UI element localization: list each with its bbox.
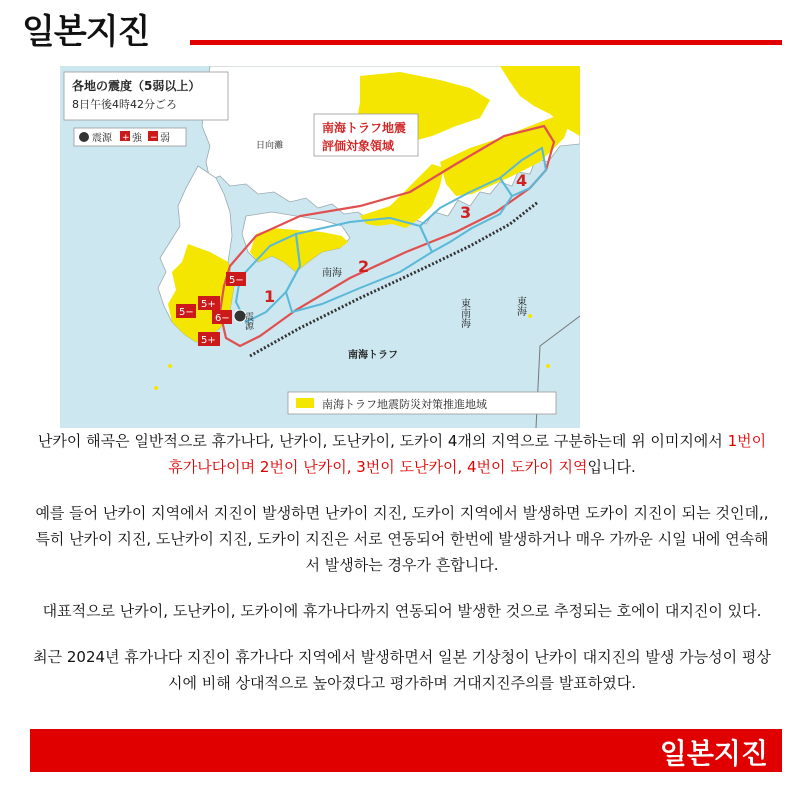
place-trough: 南海トラフ [348,350,398,361]
paragraph-3: 대표적으로 난카이, 도난카이, 도카이에 휴가나다까지 연동되어 발생한 것으로 추정되는 호에이 대지진이 있다. [42,602,762,620]
legend-weak: 弱 [160,133,170,144]
legend-strong: 強 [132,133,142,144]
paragraph-4: 최근 2024년 휴가나다 지진이 휴가나다 지역에서 발생하면서 일본 기상청이 난카이 대지진의 발생 가능성이 평상시에 비해 상대적으로 높아졌다고 평가하며 거대지진주의를 발표하였다. [33,648,771,692]
zone-number-3: 3 [460,203,472,222]
legend-time: 8日午後4時42分ごろ [72,98,177,111]
footer-title: 일본지진 [659,737,768,770]
place-higashi-nankai [459,297,471,328]
legend-plus: + [122,133,130,143]
region-callout-line2: 評価対象領域 [322,139,395,153]
paragraph-2: 예를 들어 난카이 지역에서 지진이 발생하면 난카이 지진, 도카이 지역에서 발생하면 도카이 지진이 되는 것인데,, 특히 난카이 지진, 도난카이 지진, 도카이 지진은 서로 연동되어 한번에 발생하거나 매우 가까운 시일 내에 연속해서 발생하는 경우가 흔합니다. [35,504,769,574]
header-rule [190,40,782,45]
footer-bar [30,729,782,772]
island [168,364,172,368]
epicenter-label: 震源 [243,312,253,330]
intensity-label-2: 5+ [201,299,216,310]
designated-area-key [296,398,314,408]
nankai-trough-map [60,66,580,428]
island [546,364,550,368]
intensity-label-1: 5− [229,275,244,286]
place-higashi-nankai-text: 東南海 [458,298,470,328]
legend-title: 各地の震度（5弱以上） [72,79,201,93]
page-title: 일본지진 [22,12,150,52]
zone-number-2: 2 [358,257,370,276]
place-nankai: 南海 [322,268,342,279]
paragraph-1 [30,428,774,480]
place-tokai [515,295,527,316]
region-callout-line1: 南海トラフ地震 [322,121,407,135]
island [528,314,532,318]
epicenter-key-icon [79,132,89,142]
intensity-label-5: 5+ [201,335,216,346]
island [154,386,158,390]
zone-number-4: 4 [516,171,528,190]
bottom-legend-label: 南海トラフ地震防災対策推進地域 [322,398,487,411]
legend-minus: − [150,133,158,143]
article-body [30,428,774,716]
place-hyuganada: 日向灘 [256,141,284,151]
legend-epicenter: 震源 [92,133,112,144]
intensity-label-3: 5− [179,307,194,318]
place-tokai-text: 東海 [514,296,526,316]
map-svg [60,66,580,428]
paragraph-1-b: 입니다. [587,458,636,476]
zone-number-1: 1 [264,287,276,306]
intensity-label-4: 6− [215,313,230,324]
paragraph-1-a: 난카이 해곡은 일반적으로 휴가나다, 난카이, 도난카이, 도카이 4개의 지역으로 구분하는데 위 이미지에서 [37,432,728,450]
paragraph-1-highlight: 1번이 휴가나다이며 2번이 난카이, 3번이 도난카이, 4번이 도카이 지역 [168,432,767,476]
